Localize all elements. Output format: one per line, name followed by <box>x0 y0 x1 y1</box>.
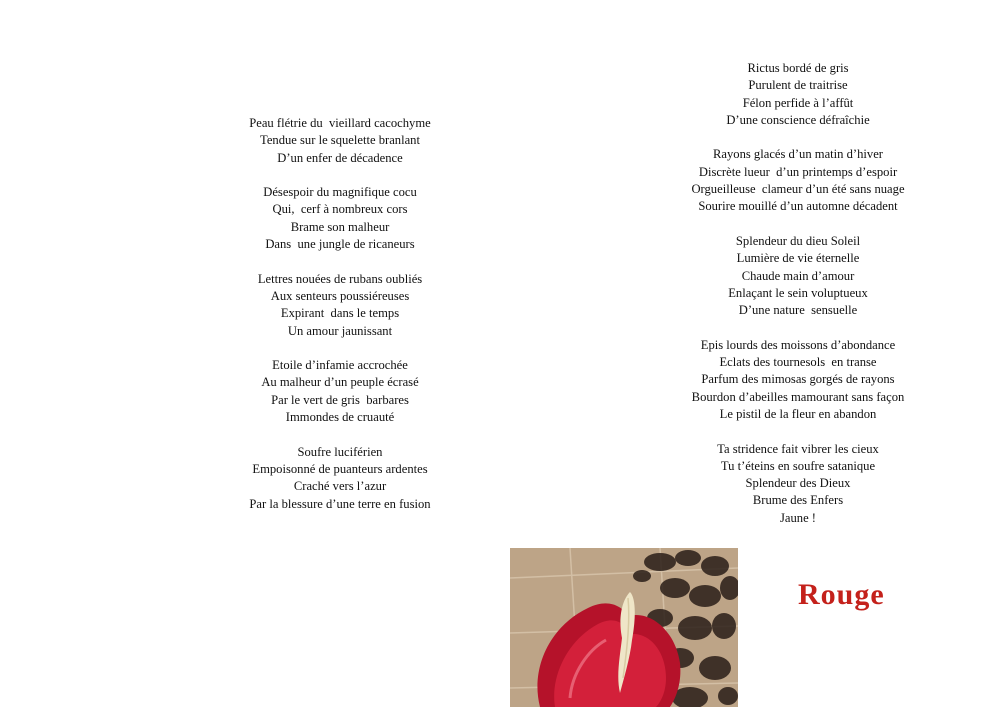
poem-line: Rayons glacés d’un matin d’hiver <box>713 147 883 162</box>
poem-line: Rictus bordé de gris <box>747 61 849 75</box>
poem-line: Soufre luciférien <box>297 444 383 459</box>
title-word: Rouge <box>798 578 885 611</box>
poem-line: Brame son malheur <box>290 219 390 234</box>
poem-line: Au malheur d’un peuple écrasé <box>261 375 419 390</box>
poem-line: D’un enfer de décadence <box>277 150 403 165</box>
poem-line: Eclats des tournesols en transe <box>719 355 877 370</box>
poem-line: Aux senteurs poussiéreuses <box>270 288 410 303</box>
poem-right-column <box>648 60 948 527</box>
poem-line: Peau flétrie du vieillard cacochyme <box>249 116 431 130</box>
poem-line: Splendeur du dieu Soleil <box>735 233 861 248</box>
anthurium-photo <box>510 548 738 707</box>
left-stanza <box>190 357 490 426</box>
right-stanza <box>648 441 948 527</box>
poem-line: Epis lourds des moissons d’abondance <box>700 337 896 352</box>
poem-line: Félon perfide à l’affût <box>742 95 854 110</box>
poem-line: Lettres nouées de rubans oubliés <box>257 271 423 286</box>
poem-line: Ta stridence fait vibrer les cieux <box>717 441 879 456</box>
anthurium-image <box>510 548 738 707</box>
poem-line: Orgueilleuse clameur d’un été sans nuage <box>691 182 905 197</box>
poem-line: Craché vers l’azur <box>293 479 387 494</box>
left-stanza <box>190 115 490 167</box>
poem-line: Etoile d’infamie accrochée <box>272 358 408 373</box>
right-stanza <box>648 337 948 423</box>
poem-left-column <box>190 115 490 513</box>
poem-line: Purulent de traitrise <box>748 78 848 93</box>
poem-line: Lumière de vie éternelle <box>736 251 860 266</box>
poem-line: Un amour jaunissant <box>287 323 393 338</box>
poem-line: Immondes de cruauté <box>285 410 395 425</box>
poem-line: Splendeur des Dieux <box>745 476 851 491</box>
right-stanza <box>648 233 948 319</box>
right-stanza <box>648 60 948 129</box>
poem-line: Qui, cerf à nombreux cors <box>272 202 408 217</box>
poem-line: Bourdon d’abeilles mamourant sans façon <box>691 389 905 404</box>
poem-line: Par le vert de gris barbares <box>271 392 409 407</box>
poem-line: Tu t’éteins en soufre satanique <box>720 458 876 473</box>
poem-line: Discrète lueur d’un printemps d’espoir <box>698 164 898 179</box>
poem-line: Par la blessure d’une terre en fusion <box>249 496 431 511</box>
poem-line: Sourire mouillé d’un automne décadent <box>698 199 898 214</box>
left-stanza <box>190 444 490 513</box>
poem-line: Enlaçant le sein voluptueux <box>728 285 868 300</box>
poem-line: Brume des Enfers <box>752 493 844 508</box>
poem-line: Expirant dans le temps <box>280 306 400 321</box>
poem-line: Tendue sur le squelette branlant <box>260 133 420 148</box>
poem-line: Empoisonné de puanteurs ardentes <box>252 461 428 476</box>
poem-line: Le pistil de la fleur en abandon <box>719 406 877 421</box>
left-stanza <box>190 271 490 340</box>
poem-line: Désespoir du magnifique cocu <box>263 185 417 200</box>
poem-line: D’une nature sensuelle <box>738 303 858 318</box>
poem-line: Dans une jungle de ricaneurs <box>265 237 415 252</box>
poem-line: Parfum des mimosas gorgés de rayons <box>701 372 895 387</box>
right-stanza <box>648 146 948 215</box>
left-stanza <box>190 184 490 253</box>
poem-line: D’une conscience défraîchie <box>726 112 870 127</box>
poem-line: Jaune ! <box>779 510 817 525</box>
poem-line: Chaude main d’amour <box>741 268 855 283</box>
